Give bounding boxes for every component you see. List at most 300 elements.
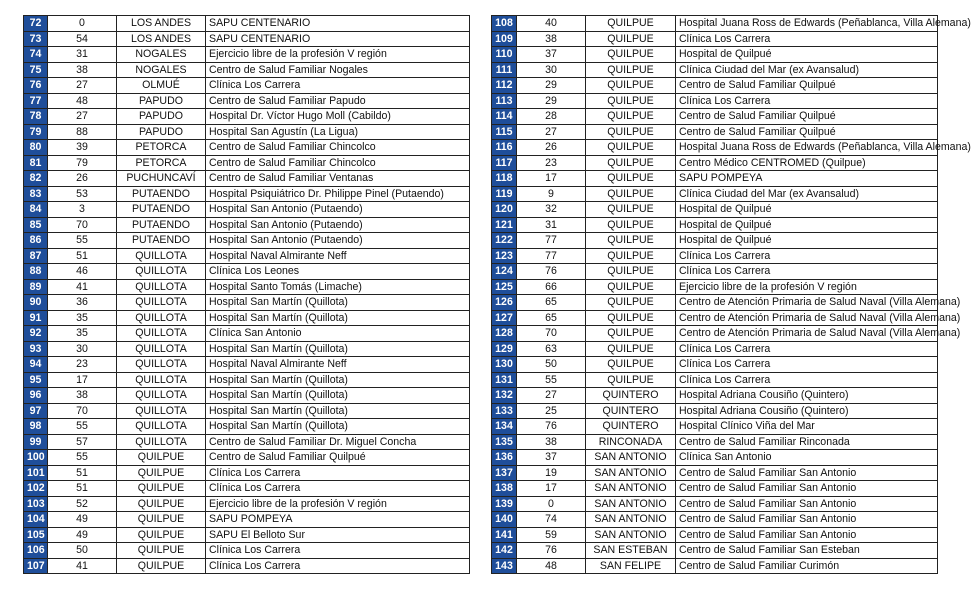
age-cell: 31 [48,47,117,63]
row-number: 143 [492,558,517,574]
establishment-cell: Ejercicio libre de la profesión V región [206,496,470,512]
table-row [492,140,938,156]
age-cell: 29 [517,78,586,94]
establishment-cell: Hospital Adriana Cousiño (Quintero) [676,403,938,419]
comuna-cell: QUILPUE [117,527,206,543]
establishment-cell: Centro de Salud Familiar Dr. Miguel Concha [206,434,470,450]
age-cell: 37 [517,47,586,63]
establishment-cell: Centro de Salud Familiar Chincolco [206,140,470,156]
age-cell: 55 [48,233,117,249]
row-number: 123 [492,248,517,264]
table-row [492,233,938,249]
establishment-cell: Centro de Salud Familiar Quilpué [676,109,938,125]
establishment-cell: Centro de Salud Familiar Ventanas [206,171,470,187]
table-row [492,109,938,125]
establishment-cell: SAPU El Belloto Sur [206,527,470,543]
age-cell: 27 [517,388,586,404]
age-cell: 31 [517,217,586,233]
establishment-cell: Hospital Santo Tomás (Limache) [206,279,470,295]
establishment-cell: Hospital Naval Almirante Neff [206,357,470,373]
establishment-cell: Centro de Salud Familiar San Antonio [676,512,938,528]
establishment-cell: Hospital San Martín (Quillota) [206,419,470,435]
table-row [492,78,938,94]
comuna-cell: SAN ANTONIO [586,465,676,481]
establishment-cell: Centro de Atención Primaria de Salud Naval (Villa Alemana) [676,295,938,311]
row-number: 82 [24,171,48,187]
row-number: 95 [24,372,48,388]
establishment-cell: Centro de Salud Familiar San Antonio [676,527,938,543]
comuna-cell: QUILLOTA [117,279,206,295]
row-number: 140 [492,512,517,528]
table-row [24,357,470,373]
establishment-cell: Centro de Salud Familiar Quilpué [676,78,938,94]
comuna-cell: SAN ANTONIO [586,512,676,528]
comuna-cell: PUTAENDO [117,186,206,202]
age-cell: 70 [48,403,117,419]
age-cell: 39 [48,140,117,156]
table-row [24,124,470,140]
table-row [492,47,938,63]
establishment-cell: Ejercicio libre de la profesión V región [676,279,938,295]
row-number: 107 [24,558,48,574]
table-row [492,326,938,342]
table-row [492,434,938,450]
establishment-cell: Centro de Salud Familiar Nogales [206,62,470,78]
table-row [24,481,470,497]
row-number: 92 [24,326,48,342]
comuna-cell: QUINTERO [586,419,676,435]
comuna-cell: QUILLOTA [117,403,206,419]
comuna-cell: QUILLOTA [117,326,206,342]
row-number: 129 [492,341,517,357]
age-cell: 63 [517,341,586,357]
table-row [24,248,470,264]
age-cell: 27 [48,109,117,125]
establishment-cell: Clínica Ciudad del Mar (ex Avansalud) [676,186,938,202]
table-row [492,527,938,543]
row-number: 77 [24,93,48,109]
row-number: 96 [24,388,48,404]
comuna-cell: QUILPUE [586,341,676,357]
table-row [492,155,938,171]
age-cell: 29 [517,93,586,109]
table-row [24,264,470,280]
comuna-cell: PUTAENDO [117,202,206,218]
age-cell: 40 [517,16,586,32]
age-cell: 51 [48,248,117,264]
table-row [24,388,470,404]
establishment-cell: Centro de Salud Familiar San Antonio [676,465,938,481]
establishment-cell: Clínica Los Carrera [676,264,938,280]
establishment-cell: Hospital San Antonio (Putaendo) [206,217,470,233]
table-row [24,527,470,543]
row-number: 116 [492,140,517,156]
row-number: 133 [492,403,517,419]
establishment-cell: Hospital de Quilpué [676,47,938,63]
row-number: 102 [24,481,48,497]
establishment-cell: Hospital Psiquiátrico Dr. Philippe Pinel (Putaendo) [206,186,470,202]
table-row [24,512,470,528]
age-cell: 41 [48,279,117,295]
comuna-cell: RINCONADA [586,434,676,450]
comuna-cell: PUTAENDO [117,233,206,249]
table-row [24,419,470,435]
age-cell: 52 [48,496,117,512]
table-row [492,388,938,404]
age-cell: 55 [48,419,117,435]
age-cell: 66 [517,279,586,295]
comuna-cell: QUILLOTA [117,357,206,373]
comuna-cell: QUILLOTA [117,295,206,311]
table-row [492,186,938,202]
establishment-cell: SAPU POMPEYA [676,171,938,187]
row-number: 81 [24,155,48,171]
age-cell: 27 [517,124,586,140]
establishment-cell: Hospital San Martín (Quillota) [206,388,470,404]
row-number: 109 [492,31,517,47]
comuna-cell: NOGALES [117,62,206,78]
age-cell: 9 [517,186,586,202]
table-row [24,62,470,78]
table-row [24,47,470,63]
age-cell: 36 [48,295,117,311]
comuna-cell: OLMUÉ [117,78,206,94]
row-number: 136 [492,450,517,466]
comuna-cell: QUILPUE [117,512,206,528]
comuna-cell: QUILLOTA [117,419,206,435]
age-cell: 79 [48,155,117,171]
row-number: 141 [492,527,517,543]
comuna-cell: QUILLOTA [117,310,206,326]
age-cell: 51 [48,465,117,481]
establishment-cell: Clínica Los Carrera [676,341,938,357]
row-number: 112 [492,78,517,94]
row-number: 134 [492,419,517,435]
age-cell: 50 [517,357,586,373]
row-number: 120 [492,202,517,218]
comuna-cell: QUILLOTA [117,372,206,388]
row-number: 75 [24,62,48,78]
age-cell: 48 [48,93,117,109]
establishment-cell: Hospital San Martín (Quillota) [206,403,470,419]
age-cell: 76 [517,419,586,435]
age-cell: 35 [48,310,117,326]
comuna-cell: QUILLOTA [117,341,206,357]
age-cell: 38 [48,388,117,404]
table-row [492,217,938,233]
establishment-cell: Clínica San Antonio [676,450,938,466]
comuna-cell: QUILPUE [117,481,206,497]
establishment-cell: Hospital de Quilpué [676,217,938,233]
age-cell: 51 [48,481,117,497]
row-number: 88 [24,264,48,280]
table-row [492,124,938,140]
establishment-cell: Hospital San Martín (Quillota) [206,310,470,326]
row-number: 126 [492,295,517,311]
table-row [492,341,938,357]
age-cell: 17 [517,171,586,187]
row-number: 114 [492,109,517,125]
row-number: 79 [24,124,48,140]
row-number: 80 [24,140,48,156]
row-number: 117 [492,155,517,171]
table-row [24,372,470,388]
comuna-cell: QUINTERO [586,403,676,419]
age-cell: 23 [517,155,586,171]
age-cell: 30 [48,341,117,357]
table-row [492,481,938,497]
age-cell: 55 [517,372,586,388]
table-row [24,171,470,187]
age-cell: 38 [48,62,117,78]
comuna-cell: PETORCA [117,155,206,171]
table-row [492,496,938,512]
row-number: 103 [24,496,48,512]
establishment-cell: Hospital de Quilpué [676,202,938,218]
age-cell: 76 [517,264,586,280]
table-row [24,31,470,47]
comuna-cell: QUILPUE [586,171,676,187]
comuna-cell: QUILPUE [117,543,206,559]
comuna-cell: QUILLOTA [117,388,206,404]
age-cell: 35 [48,326,117,342]
table-row [24,78,470,94]
table-row [492,202,938,218]
establishment-cell: Hospital Juana Ross de Edwards (Peñablanca, Villa Alemana) [676,16,938,32]
row-number: 99 [24,434,48,450]
comuna-cell: SAN ANTONIO [586,450,676,466]
table-row [24,16,470,32]
comuna-cell: NOGALES [117,47,206,63]
establishment-cell: Hospital San Martín (Quillota) [206,372,470,388]
age-cell: 77 [517,248,586,264]
table-row [24,450,470,466]
row-number: 85 [24,217,48,233]
right-table-body [492,16,971,574]
comuna-cell: PETORCA [117,140,206,156]
age-cell: 76 [517,543,586,559]
establishment-cell: Centro de Salud Familiar Quilpué [676,124,938,140]
establishment-cell: Hospital San Agustín (La Ligua) [206,124,470,140]
right-table [491,15,971,574]
comuna-cell: QUILPUE [586,279,676,295]
comuna-cell: QUILPUE [586,310,676,326]
comuna-cell: QUILLOTA [117,264,206,280]
table-row [24,109,470,125]
age-cell: 19 [517,465,586,481]
table-row [492,465,938,481]
comuna-cell: QUILPUE [586,31,676,47]
age-cell: 3 [48,202,117,218]
age-cell: 28 [517,109,586,125]
establishment-cell: Hospital de Quilpué [676,233,938,249]
establishment-cell: Hospital San Martín (Quillota) [206,341,470,357]
row-number: 131 [492,372,517,388]
comuna-cell: QUILPUE [586,124,676,140]
row-number: 121 [492,217,517,233]
comuna-cell: LOS ANDES [117,16,206,32]
age-cell: 17 [517,481,586,497]
row-number: 138 [492,481,517,497]
table-row [24,341,470,357]
comuna-cell: SAN ANTONIO [586,496,676,512]
row-number: 125 [492,279,517,295]
age-cell: 65 [517,295,586,311]
establishment-cell: SAPU CENTENARIO [206,31,470,47]
establishment-cell: Clínica Los Carrera [676,357,938,373]
row-number: 122 [492,233,517,249]
comuna-cell: QUILPUE [117,450,206,466]
table-row [492,295,938,311]
row-number: 91 [24,310,48,326]
table-row [24,202,470,218]
comuna-cell: QUILLOTA [117,434,206,450]
comuna-cell: QUILPUE [586,202,676,218]
establishment-cell: SAPU CENTENARIO [206,16,470,32]
row-number: 142 [492,543,517,559]
comuna-cell: QUILPUE [586,109,676,125]
table-row [492,403,938,419]
table-row [24,558,470,574]
comuna-cell: QUILLOTA [117,248,206,264]
comuna-cell: QUILPUE [586,47,676,63]
establishment-cell: Centro de Salud Familiar San Antonio [676,481,938,497]
comuna-cell: PUCHUNCAVÍ [117,171,206,187]
row-number: 93 [24,341,48,357]
establishment-cell: Hospital Clínico Viña del Mar [676,419,938,435]
table-row [24,217,470,233]
table-row [492,450,938,466]
age-cell: 65 [517,310,586,326]
establishment-cell: Centro de Salud Familiar Curimón [676,558,938,574]
age-cell: 23 [48,357,117,373]
establishment-cell: Centro de Salud Familiar Papudo [206,93,470,109]
establishment-cell: Clínica Los Carrera [676,372,938,388]
comuna-cell: PAPUDO [117,124,206,140]
table-row [492,171,938,187]
establishment-cell: Clínica Los Carrera [206,558,470,574]
table-row [492,372,938,388]
table-row [24,233,470,249]
comuna-cell: QUILPUE [586,326,676,342]
comuna-cell: SAN ANTONIO [586,527,676,543]
establishment-cell: SAPU POMPEYA [206,512,470,528]
table-row [24,295,470,311]
age-cell: 50 [48,543,117,559]
establishment-cell: Centro Médico CENTROMED (Quilpue) [676,155,938,171]
age-cell: 53 [48,186,117,202]
comuna-cell: QUILPUE [586,295,676,311]
row-number: 128 [492,326,517,342]
table-row [492,512,938,528]
age-cell: 38 [517,31,586,47]
establishment-cell: Hospital San Antonio (Putaendo) [206,233,470,249]
row-number: 94 [24,357,48,373]
establishment-cell: Centro de Salud Familiar Quilpué [206,450,470,466]
establishment-cell: Centro de Salud Familiar San Esteban [676,543,938,559]
establishment-cell: Centro de Salud Familiar Chincolco [206,155,470,171]
comuna-cell: QUINTERO [586,388,676,404]
table-row [24,140,470,156]
row-number: 100 [24,450,48,466]
comuna-cell: PUTAENDO [117,217,206,233]
row-number: 111 [492,62,517,78]
table-row [24,543,470,559]
table-row [24,434,470,450]
comuna-cell: QUILPUE [586,140,676,156]
age-cell: 30 [517,62,586,78]
establishment-cell: Clínica Los Carrera [676,93,938,109]
row-number: 84 [24,202,48,218]
comuna-cell: QUILPUE [586,248,676,264]
age-cell: 25 [517,403,586,419]
row-number: 76 [24,78,48,94]
row-number: 135 [492,434,517,450]
establishment-cell: Clínica Ciudad del Mar (ex Avansalud) [676,62,938,78]
age-cell: 38 [517,434,586,450]
establishment-cell: Centro de Atención Primaria de Salud Naval (Villa Alemana) [676,326,938,342]
table-row [492,31,938,47]
establishment-cell: Hospital Dr. Víctor Hugo Moll (Cabildo) [206,109,470,125]
age-cell: 70 [48,217,117,233]
table-row [492,419,938,435]
table-row [24,496,470,512]
table-row [24,326,470,342]
establishment-cell: Clínica San Antonio [206,326,470,342]
comuna-cell: SAN ANTONIO [586,481,676,497]
row-number: 87 [24,248,48,264]
age-cell: 0 [48,16,117,32]
establishment-cell: Hospital Juana Ross de Edwards (Peñablanca, Villa Alemana) [676,140,938,156]
comuna-cell: SAN FELIPE [586,558,676,574]
table-row [492,357,938,373]
age-cell: 32 [517,202,586,218]
table-row [492,279,938,295]
row-number: 119 [492,186,517,202]
row-number: 113 [492,93,517,109]
age-cell: 59 [517,527,586,543]
row-number: 106 [24,543,48,559]
table-row [492,543,938,559]
table-row [492,16,938,32]
age-cell: 57 [48,434,117,450]
row-number: 127 [492,310,517,326]
table-row [492,62,938,78]
establishment-cell: Clínica Los Carrera [676,31,938,47]
establishment-cell: Clínica Los Leones [206,264,470,280]
comuna-cell: PAPUDO [117,93,206,109]
table-row [24,93,470,109]
establishment-cell: Clínica Los Carrera [206,78,470,94]
comuna-cell: QUILPUE [586,155,676,171]
comuna-cell: LOS ANDES [117,31,206,47]
establishment-cell: Ejercicio libre de la profesión V región [206,47,470,63]
age-cell: 27 [48,78,117,94]
row-number: 86 [24,233,48,249]
table-row [492,248,938,264]
age-cell: 0 [517,496,586,512]
establishment-cell: Hospital Naval Almirante Neff [206,248,470,264]
table-row [24,279,470,295]
left-table-body [24,16,470,574]
row-number: 101 [24,465,48,481]
table-row [24,155,470,171]
comuna-cell: QUILPUE [586,93,676,109]
age-cell: 70 [517,326,586,342]
comuna-cell: QUILPUE [586,217,676,233]
comuna-cell: QUILPUE [117,558,206,574]
establishment-cell: Centro de Salud Familiar Rinconada [676,434,938,450]
